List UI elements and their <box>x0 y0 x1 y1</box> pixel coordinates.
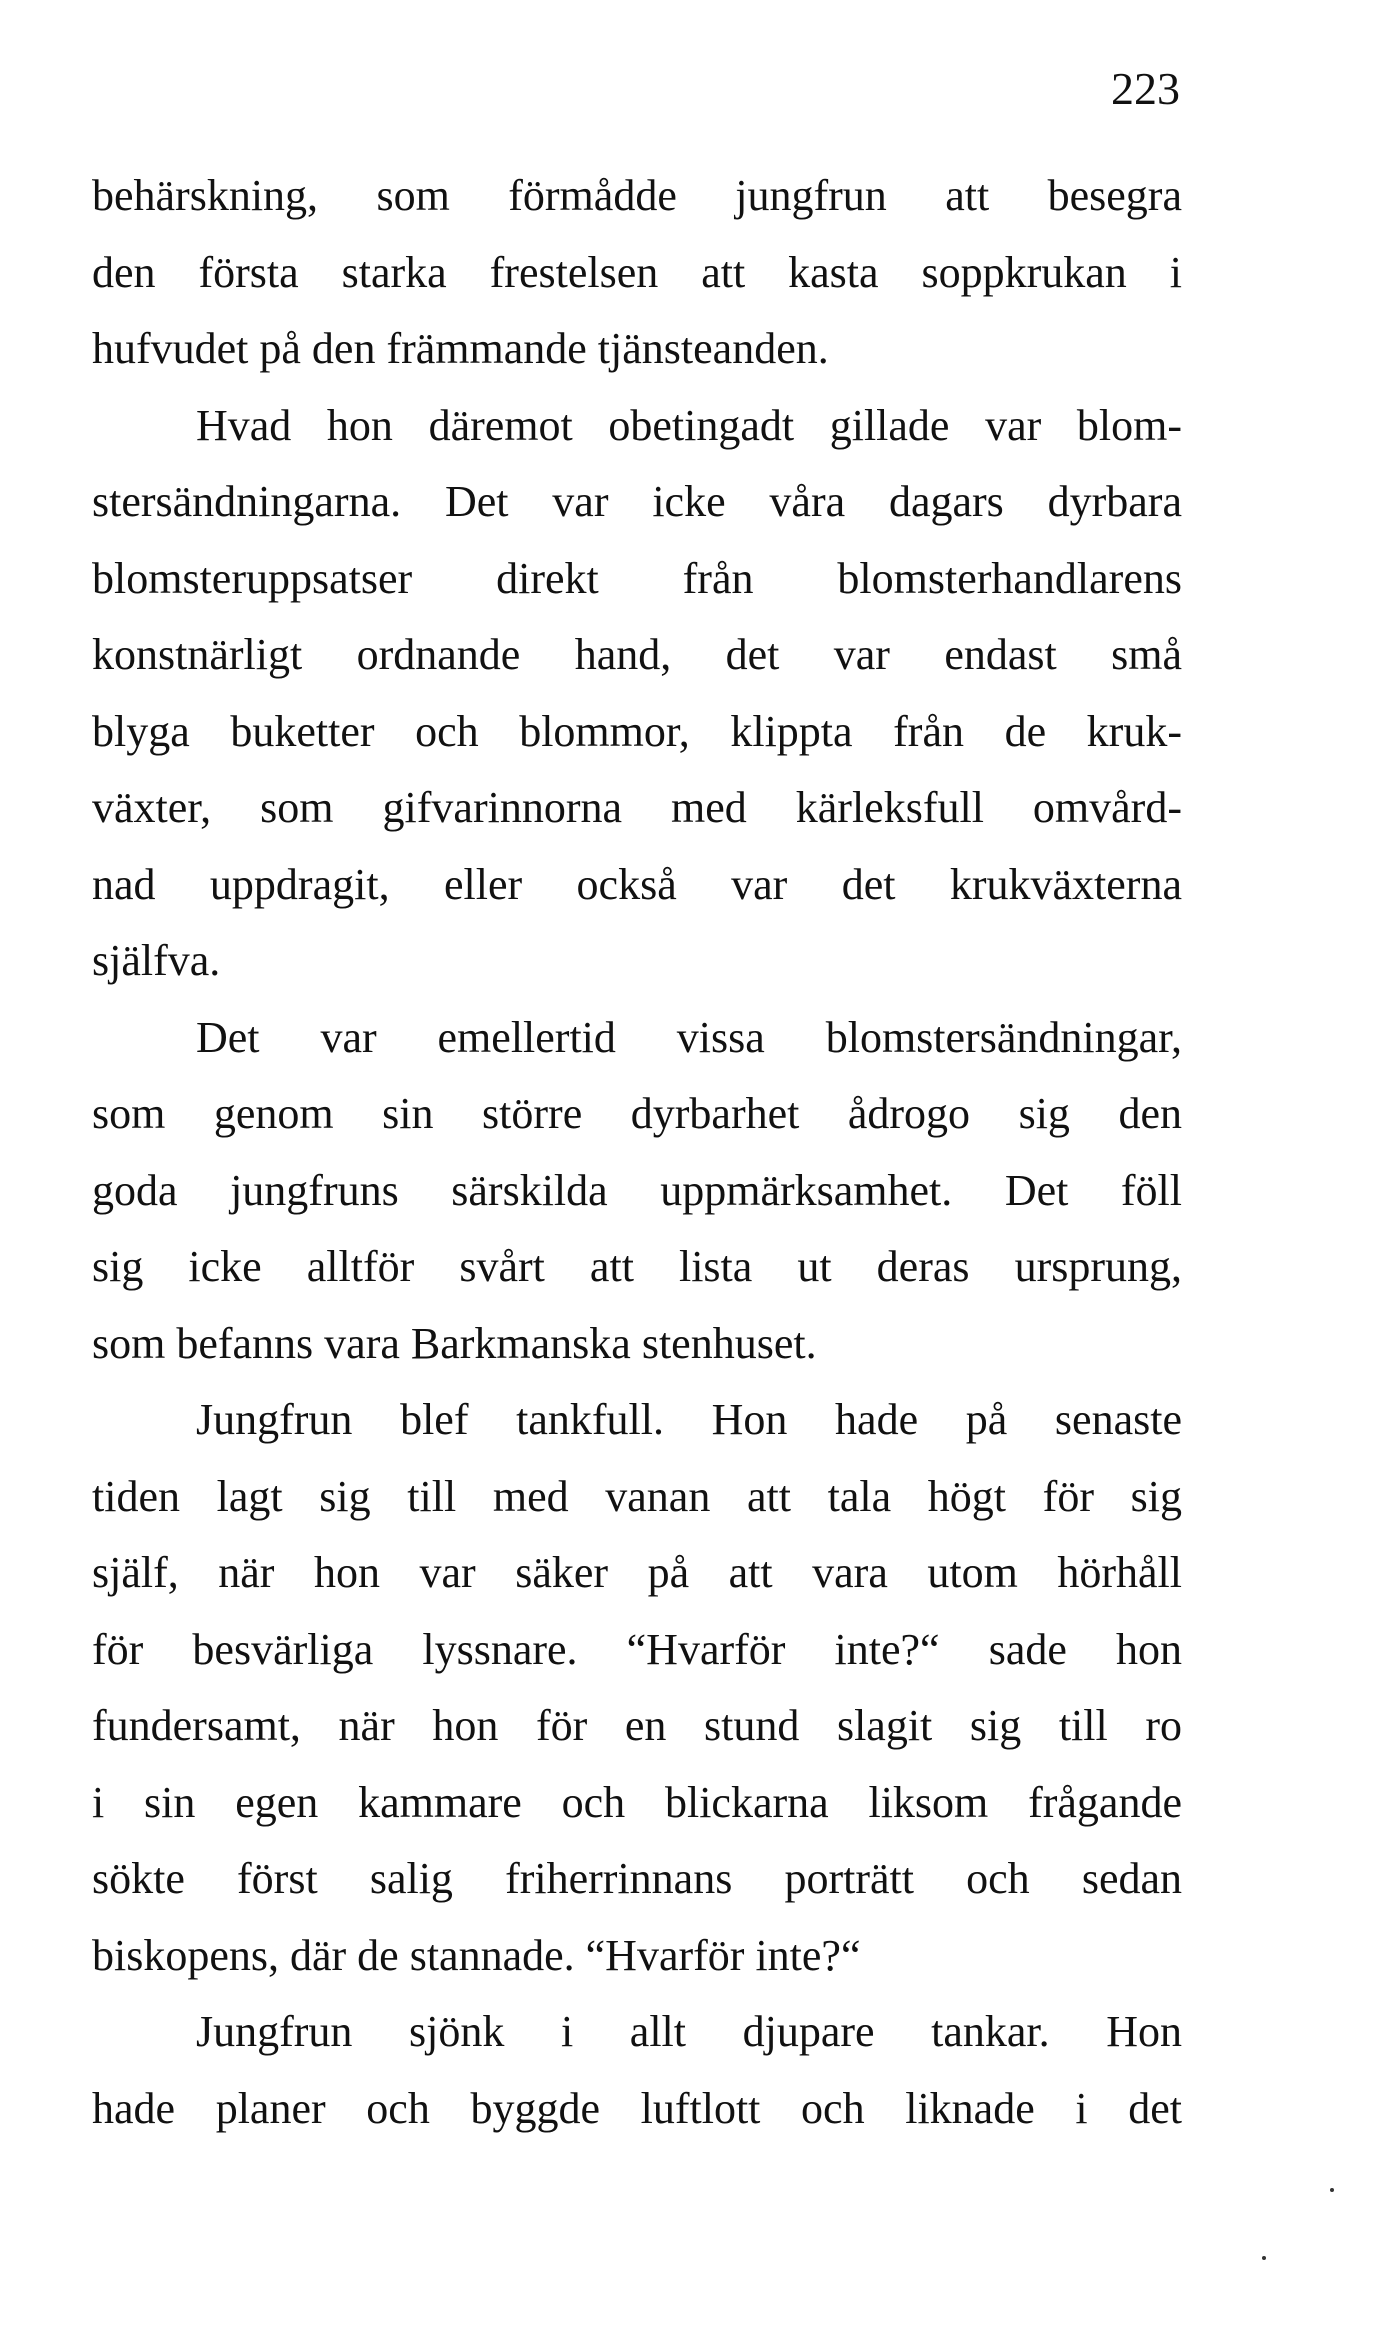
paragraph <box>92 1000 1182 1383</box>
text-line: nad uppdragit, eller också var det krukväxterna <box>92 859 1182 909</box>
text-line: själfva. <box>92 936 221 985</box>
text-line: den första starka frestelsen att kasta soppkrukan i <box>92 247 1182 297</box>
text-line: sig icke alltför svårt att lista ut deras ursprung, <box>92 1242 1182 1291</box>
paragraph <box>92 1994 1182 2147</box>
text-line: som befanns vara Barkmanska stenhuset. <box>92 1318 817 1368</box>
text-line: behärskning, som förmådde jungfrun att besegra <box>92 171 1182 220</box>
body-text <box>92 158 1182 2147</box>
text-line: växter, som gifvarinnorna med kärleksfull omvård- <box>92 783 1182 832</box>
text-line: själf, när hon var säker på att vara utom hörhåll <box>92 1548 1182 1597</box>
text-line: hufvudet på den främmande tjänsteanden. <box>92 324 829 373</box>
text-line: konstnärligt ordnande hand, det var endast små <box>92 630 1182 679</box>
text-line: fundersamt, när hon för en stund slagit sig till ro <box>92 1701 1182 1750</box>
text-line: Jungfrun blef tankfull. Hon hade på senaste <box>196 1395 1182 1444</box>
scan-speck <box>1330 2188 1334 2192</box>
text-line: blyga buketter och blommor, klippta från de kruk- <box>92 706 1182 756</box>
text-line: biskopens, där de stannade. “Hvarför inte?“ <box>92 1930 861 1980</box>
text-line: Det var emellertid vissa blomstersändningar, <box>196 1012 1182 1062</box>
text-line: hade planer och byggde luftlott och liknade i det <box>92 2083 1182 2133</box>
text-line: för besvärliga lyssnare. “Hvarför inte?“ sade hon <box>92 1624 1182 1674</box>
scan-speck <box>1262 2256 1266 2260</box>
text-line: i sin egen kammare och blickarna liksom frågande <box>92 1777 1182 1827</box>
paragraph <box>92 1382 1182 1994</box>
text-line: Jungfrun sjönk i allt djupare tankar. Hon <box>196 2007 1182 2056</box>
paragraph <box>92 388 1182 1000</box>
text-line: Hvad hon däremot obetingadt gillade var blom- <box>196 400 1182 450</box>
page-number: 223 <box>1111 63 1180 114</box>
text-line: stersändningarna. Det var icke våra dagars dyrbara <box>92 477 1182 526</box>
text-line: sökte först salig friherrinnans porträtt och sedan <box>92 1854 1182 1903</box>
text-line: tiden lagt sig till med vanan att tala högt för sig <box>92 1471 1182 1521</box>
text-line: som genom sin större dyrbarhet ådrogo sig den <box>92 1089 1182 1138</box>
text-line: goda jungfruns särskilda uppmärksamhet. Det föll <box>92 1165 1182 1215</box>
text-line: blomsteruppsatser direkt från blomsterhandlarens <box>92 553 1182 603</box>
paragraph <box>92 158 1182 388</box>
